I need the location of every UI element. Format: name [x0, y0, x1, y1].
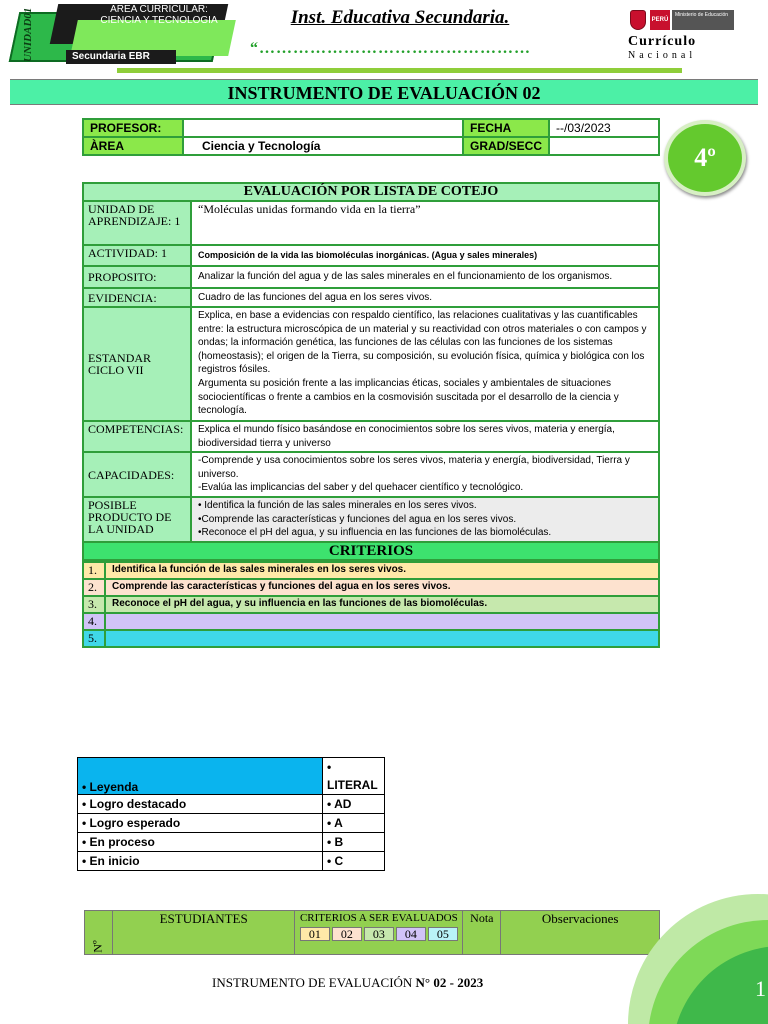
number-header-label: Nº	[90, 940, 105, 953]
legend-table	[77, 757, 385, 871]
info-table	[82, 118, 660, 156]
fecha-field[interactable]: --/03/2023	[549, 119, 659, 137]
eval-value: “Moléculas unidas formando vida en la tierra”	[191, 201, 659, 245]
grado-field[interactable]	[549, 137, 659, 155]
eval-key: COMPETENCIAS:	[83, 421, 191, 452]
criteria-box: 03	[364, 927, 394, 941]
criteria-text[interactable]	[105, 613, 659, 630]
capacidad-line-2: -Evalúa las implicancias del saber y del quehacer científico y tecnológico.	[198, 482, 524, 494]
estandar-paragraph-1: Explica, en base a evidencias con respaldo científico, las relaciones cualitativas y las cuantificables entre: la estructura microscópica de un material y su reactividad con otros materiales o con campos y ondas; la información genética, las funciones de las células con las funciones de los sistemas (homeostasis); el origen de la Tierra, su composición, su evolución física, química y biológica con los registros fósiles.	[198, 310, 647, 376]
producto-line-2: •Comprende las características y funciones del agua en los seres vivos.	[198, 513, 517, 525]
eval-value: Explica el mundo físico basándose en conocimientos sobre los seres vivos, materia y energía, biodiversidad tierra y universo	[191, 421, 659, 452]
coat-of-arms-icon	[630, 10, 646, 30]
curriculo-label: Currículo	[628, 34, 697, 49]
criteria-number: 1.	[83, 562, 105, 579]
area-row-label: ÀREA	[83, 137, 183, 155]
institution-dots: “…………………………………………	[250, 40, 531, 57]
criteria-number: 4.	[83, 613, 105, 630]
students-table	[84, 910, 660, 955]
criteria-header-label: CRITERIOS A SER EVALUADOS	[299, 912, 458, 924]
criteria-boxes	[295, 927, 462, 941]
evaluation-title: EVALUACIÓN POR LISTA DE COTEJO	[83, 183, 659, 201]
criteria-number: 5.	[83, 630, 105, 647]
legend-label: • En inicio	[78, 852, 323, 871]
legend-label: • Logro esperado	[78, 814, 323, 833]
footer-text: INSTRUMENTO DE EVALUACIÓN	[212, 975, 416, 990]
criteria-table	[82, 561, 660, 648]
legend-value: • AD	[323, 795, 385, 814]
capacidad-line-1: -Comprende y usa conocimientos sobre los seres vivos, materia y energía, biodiversidad, Tierra y universo.	[198, 455, 630, 480]
criteria-text: Reconoce el pH del agua, y su influencia en las funciones de las biomoléculas.	[105, 596, 659, 613]
producto-line-3: •Reconoce el pH del agua, y su influencia en las funciones de las biomoléculas.	[198, 527, 552, 539]
eval-value: Composición de la vida las biomoléculas inorgánicas. (Agua y sales minerales)	[191, 245, 659, 266]
legend-value: • A	[323, 814, 385, 833]
profesor-label: PROFESOR:	[83, 119, 183, 137]
footer	[212, 975, 483, 991]
peru-label: PERÚ	[650, 10, 670, 30]
criteria-text: Comprende las características y funciones del agua en los seres vivos.	[105, 579, 659, 596]
criteria-box: 01	[300, 927, 330, 941]
curriculo-nacional-logo	[626, 8, 738, 62]
area-label: AREA CURRICULAR: CIENCIA Y TECNOLOGIA	[100, 4, 218, 26]
header-divider	[117, 68, 682, 73]
legend-value: • B	[323, 833, 385, 852]
eval-value	[191, 497, 659, 542]
grado-label: GRAD/SECC	[463, 137, 549, 155]
eval-value: Analizar la función del agua y de las sales minerales en el funcionamiento de los organismos.	[191, 266, 659, 288]
corner-decoration	[618, 894, 768, 1024]
level-label: Secundaria EBR	[66, 50, 176, 64]
ministerio-label: Ministerio de Educación	[672, 10, 734, 30]
legend-label: • En proceso	[78, 833, 323, 852]
eval-value	[191, 452, 659, 497]
eval-key: ACTIVIDAD: 1	[83, 245, 191, 266]
estandar-paragraph-2: Argumenta su posición frente a las implicancias éticas, sociales y ambientales de situaciones sociocientíficas o frente a cambios en la cosmovisión suscitada por el desarrollo de la ciencia y tecnología.	[198, 377, 619, 417]
unit-label: UNIDAD01	[22, 7, 34, 63]
profesor-field[interactable]	[183, 119, 463, 137]
page-number: 1	[755, 976, 766, 1001]
legend-header: • Leyenda	[78, 758, 323, 795]
eval-key: PROPOSITO:	[83, 266, 191, 288]
criteria-text: Identifica la función de las sales minerales en los seres vivos.	[105, 562, 659, 579]
observaciones-header: Observaciones	[501, 911, 660, 955]
legend-value: • C	[323, 852, 385, 871]
eval-key: ESTANDAR CICLO VII	[83, 307, 191, 421]
literal-header: • LITERAL	[323, 758, 385, 795]
legend-label: • Logro destacado	[78, 795, 323, 814]
eval-value: Cuadro de las funciones del agua en los seres vivos.	[191, 288, 659, 307]
nacional-label: Nacional	[628, 50, 697, 61]
eval-key: UNIDAD DE APRENDIZAJE: 1	[83, 201, 191, 245]
grade-badge: 4º	[664, 120, 746, 196]
area-field[interactable]: Ciencia y Tecnología	[183, 137, 463, 155]
eval-key: CAPACIDADES:	[83, 452, 191, 497]
footer-number: N° 02 - 2023	[415, 975, 484, 990]
number-header	[85, 911, 113, 955]
criteria-number: 3.	[83, 596, 105, 613]
nota-header: Nota	[463, 911, 501, 955]
institution-title: Inst. Educativa Secundaria.	[290, 7, 510, 28]
unit-badge	[14, 4, 220, 66]
criteria-box: 05	[428, 927, 458, 941]
criteria-text[interactable]	[105, 630, 659, 647]
criteria-number: 2.	[83, 579, 105, 596]
eval-value	[191, 307, 659, 421]
eval-key: EVIDENCIA:	[83, 288, 191, 307]
evaluation-table	[82, 182, 660, 561]
criteria-title: CRITERIOS	[83, 542, 659, 560]
eval-key: POSIBLE PRODUCTO DE LA UNIDAD	[83, 497, 191, 542]
producto-line-1: • Identifica la función de las sales minerales en los seres vivos.	[198, 499, 477, 511]
students-header: ESTUDIANTES	[113, 911, 295, 955]
page-title: INSTRUMENTO DE EVALUACIÓN 02	[10, 79, 758, 105]
fecha-label: FECHA	[463, 119, 549, 137]
criteria-box: 02	[332, 927, 362, 941]
criteria-header	[295, 911, 463, 955]
criteria-box: 04	[396, 927, 426, 941]
